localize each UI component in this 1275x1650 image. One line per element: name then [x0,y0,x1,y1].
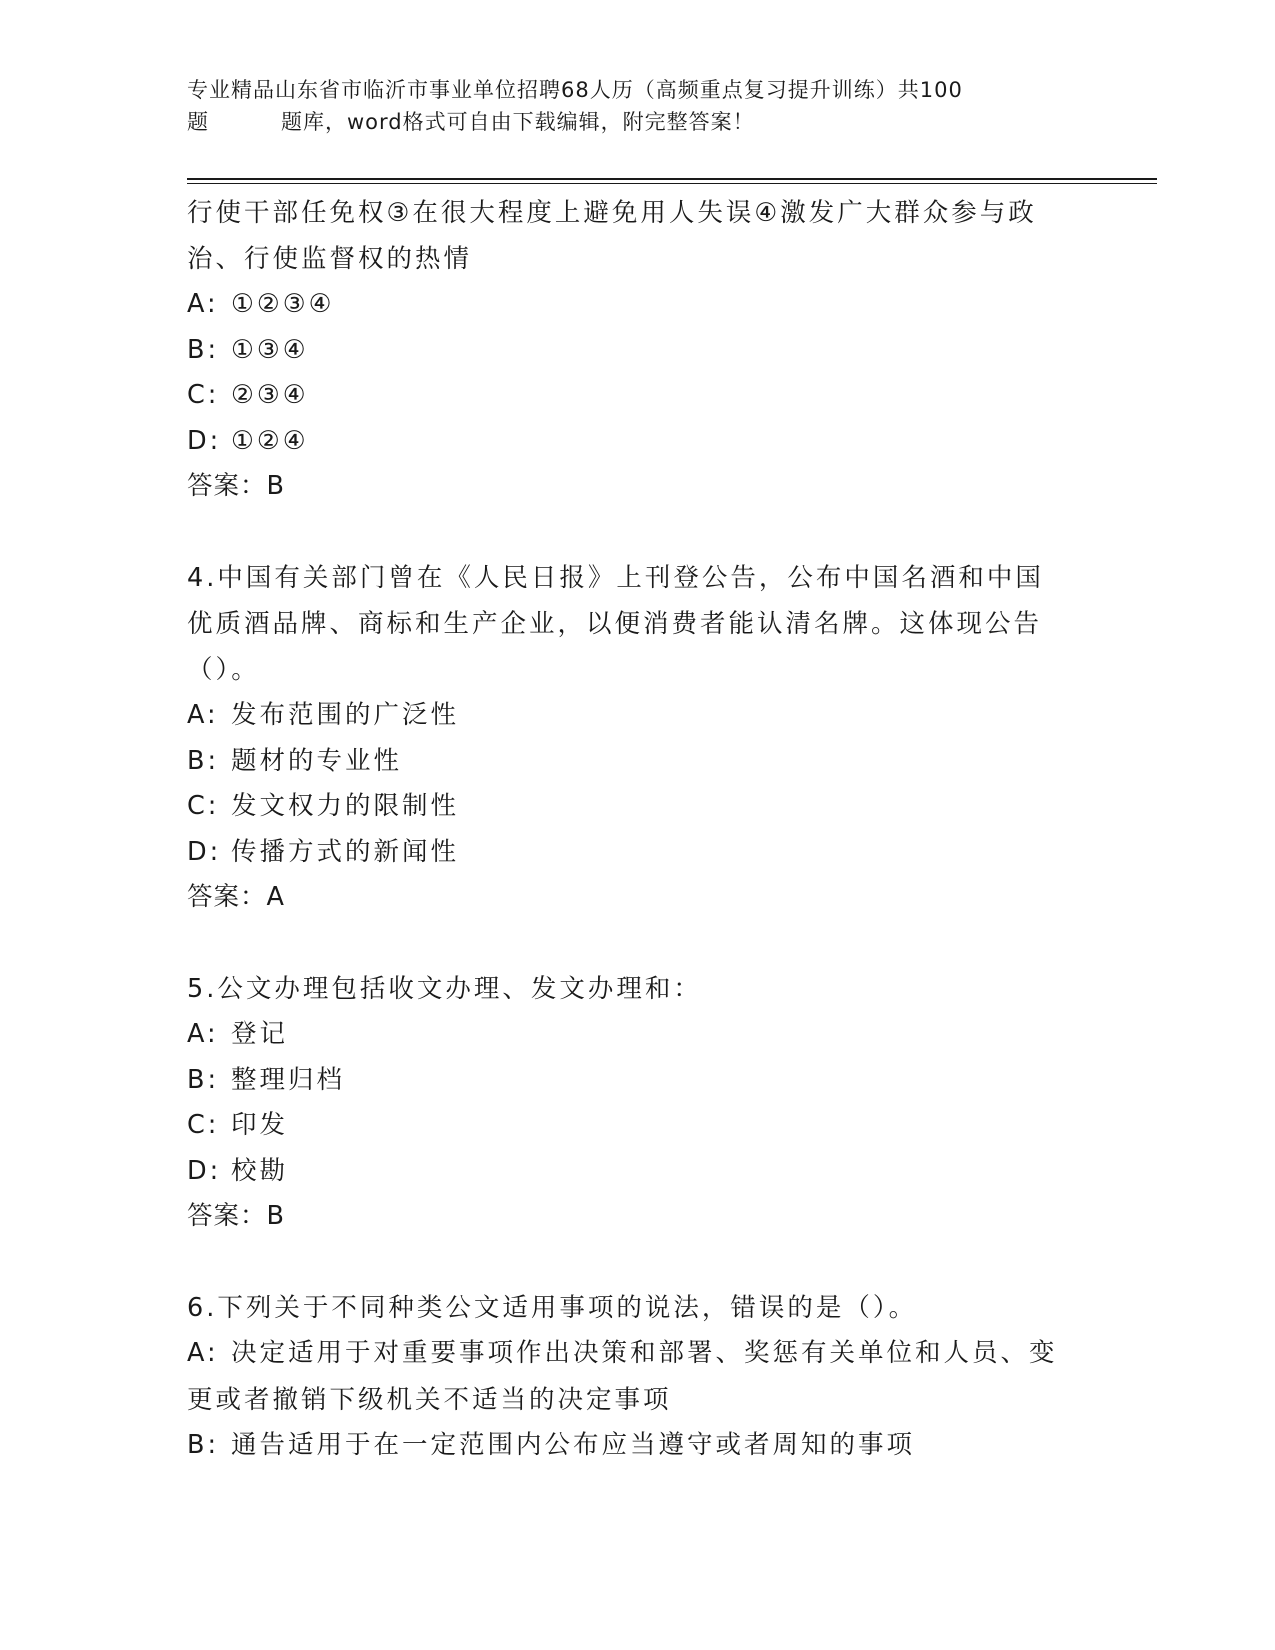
answer-line: 答案：B [187,1201,285,1231]
option-letter: B: [187,1429,220,1460]
option-letter: C: [187,380,220,410]
question-stem-line: 治、行使监督权的热情 [187,244,473,274]
option-text: ①②③④ [231,289,335,319]
option-text: ①②④ [231,425,309,456]
option-letter: D: [187,1155,222,1186]
option-text: ②③④ [231,380,309,410]
option-letter: A: [187,1019,219,1049]
question-stem-line: 6.下列关于不同种类公文适用事项的说法，错误的是（）。 [187,1293,918,1323]
option-text: 登记 [231,1019,289,1049]
option-letter: A: [187,289,219,319]
option-text: 发文权力的限制性 [231,791,460,821]
option-b [187,328,1087,374]
option-d [187,1149,1087,1195]
option-b [187,739,1087,785]
header-title-line2-right: 题库，word格式可自由下载编辑，附完整答案！ [281,110,755,134]
question-stem-line: 4.中国有关部门曾在《人民日报》上刊登公告，公布中国名酒和中国 [187,563,1044,593]
option-d [187,419,1087,465]
option-letter: D: [187,425,222,456]
option-a [187,693,1087,739]
option-b [187,1423,1087,1469]
option-a [187,1331,1087,1377]
option-letter: A: [187,1338,219,1368]
header-title-line1: 专业精品山东省市临沂市事业单位招聘68人历（高频重点复习提升训练）共100 [187,78,963,102]
option-letter: C: [187,1110,220,1140]
question-4 [187,555,1087,920]
question-6 [187,1285,1087,1468]
option-text: 传播方式的新闻性 [231,836,460,867]
option-text: ①③④ [231,334,309,365]
option-letter: B: [187,745,220,776]
option-text: 决定适用于对重要事项作出决策和部署、奖惩有关单位和人员、变 [231,1338,1058,1368]
option-c [187,373,1087,419]
option-b [187,1058,1087,1104]
page-header [187,74,1077,138]
header-divider-thin [187,183,1157,184]
option-a [187,282,1087,328]
answer-line: 答案：A [187,882,285,912]
option-a-continuation: 更或者撤销下级机关不适当的决定事项 [187,1384,672,1415]
option-letter: B: [187,334,220,365]
option-letter: B: [187,1064,220,1095]
question-stem-line: （）。 [187,655,260,685]
question-5 [187,966,1087,1239]
option-letter: A: [187,700,219,730]
option-text: 校勘 [231,1155,289,1186]
header-title-line2-left: 题 [187,110,209,134]
option-text: 发布范围的广泛性 [231,700,460,730]
header-divider-thick [187,178,1157,180]
option-letter: D: [187,836,222,867]
option-text: 通告适用于在一定范围内公布应当遵守或者周知的事项 [231,1429,916,1460]
option-letter: C: [187,791,220,821]
question-stem-line: 5.公文办理包括收文办理、发文办理和： [187,974,702,1004]
question-stem-line: 优质酒品牌、商标和生产企业，以便消费者能认清名牌。这体现公告 [187,609,1043,639]
question-content [187,190,1087,1468]
option-text: 题材的专业性 [231,745,403,776]
option-c [187,1103,1087,1149]
header-title-line2 [187,106,1077,138]
option-d [187,830,1087,876]
option-text: 整理归档 [231,1064,346,1095]
question-stem-line: 行使干部任免权③在很大程度上避免用人失误④激发广大群众参与政 [187,198,1037,228]
option-a [187,1012,1087,1058]
answer-line: 答案：B [187,471,285,501]
option-c [187,784,1087,830]
question-3 [187,190,1087,509]
option-text: 印发 [231,1110,289,1140]
